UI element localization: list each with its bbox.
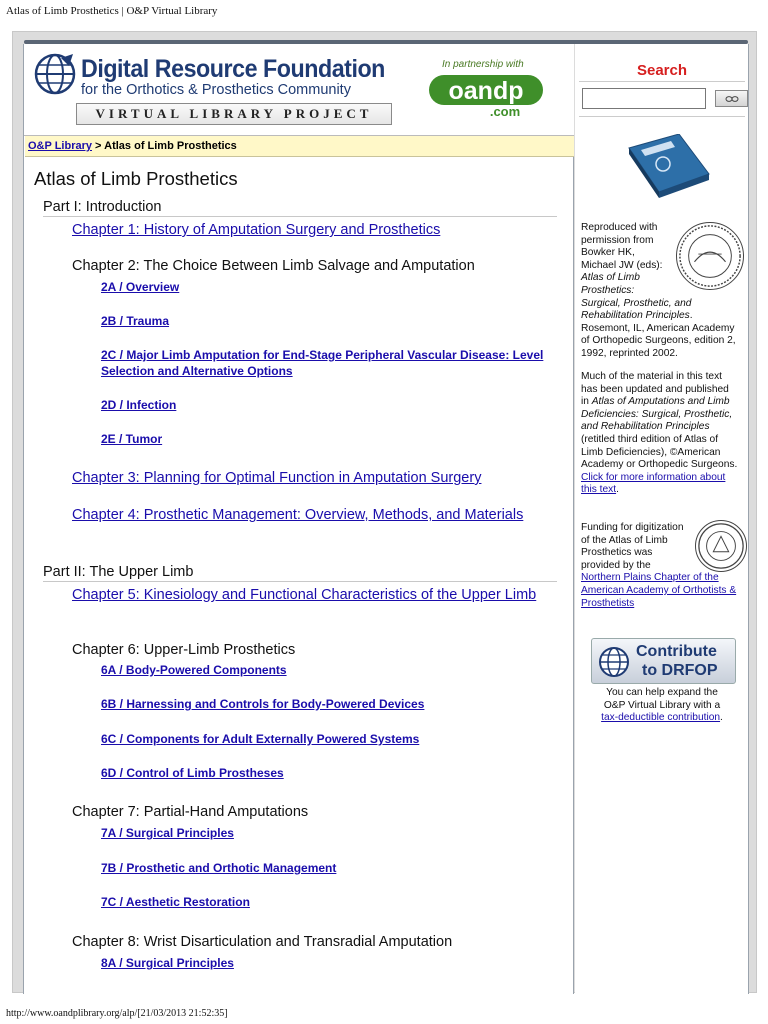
globe-icon (598, 646, 630, 678)
banner-subtitle: for the Orthotics & Prosthetics Community (81, 82, 351, 98)
search-label: Search (636, 62, 688, 79)
page-title: Atlas of Limb Prosthetics (34, 168, 238, 189)
section-link[interactable]: 2B / Trauma (101, 314, 170, 328)
search-input[interactable] (582, 88, 706, 109)
search-go-button[interactable] (715, 90, 748, 107)
reproduction-note: Reproduced with permission from Bowker HK, Michael JW (eds): Atlas of Limb Prosthetics: Surgical, Prosthetic, and Rehabilitation Principles. Rosemont, IL, American Academy of Orthopedic Surgeons, edition 2, 1992, reprinted 2002. (581, 222, 736, 359)
northern-plains-link[interactable]: Northern Plains Chapter of the (581, 572, 719, 584)
section-link[interactable]: 2D / Infection (101, 398, 177, 412)
chapter-link[interactable]: Chapter 1: History of Amputation Surgery and Prosthetics (72, 222, 441, 238)
chapter-link[interactable]: Chapter 5: Kinesiology and Functional Characteristics of the Upper Limb (72, 587, 537, 603)
partnership-text: In partnership with (442, 59, 524, 70)
section-link[interactable]: 2A / Overview (101, 280, 180, 294)
more-info-link[interactable]: this text (581, 484, 617, 496)
sidebar (575, 44, 749, 994)
breadcrumb-current: Atlas of Limb Prosthetics (104, 140, 237, 152)
globe-logo-icon (33, 52, 77, 96)
section-link[interactable]: 7C / Aesthetic Restoration (101, 895, 250, 909)
part-heading: Part I: Introduction (43, 199, 557, 217)
pdf-page-header: Atlas of Limb Prosthetics | O&P Virtual Library (6, 5, 218, 17)
part-heading: Part II: The Upper Limb (43, 564, 557, 582)
contribute-button[interactable] (591, 638, 736, 684)
pdf-page-footer: http://www.oandplibrary.org/alp/[21/03/2013 21:52:35] (6, 1008, 228, 1019)
site-banner (24, 44, 574, 136)
funding-note: Funding for digitization of the Atlas of Limb Prosthetics was provided by the Northern Plains Chapter of the American Academy of Orthotists & Prosthetists (581, 522, 737, 609)
more-info-link[interactable]: Click for more information about (581, 471, 726, 483)
section-link[interactable]: 6D / Control of Limb Prostheses (101, 766, 284, 780)
atlas-book-image[interactable] (619, 134, 711, 206)
banner-title: Digital Resource Foundation (81, 55, 385, 83)
tax-deductible-link[interactable]: tax-deductible contribution (601, 712, 721, 724)
section-link[interactable]: 7A / Surgical Principles (101, 826, 234, 840)
breadcrumb-separator: > (92, 140, 105, 152)
section-link[interactable]: 2C / Major Limb Amputation for End-Stage Peripheral Vascular Disease: Level Selection and Alternative Options (101, 348, 544, 378)
chapter-heading: Chapter 8: Wrist Disarticulation and Transradial Amputation (72, 934, 453, 950)
svg-text:oandp: oandp (448, 77, 524, 105)
chapter-heading: Chapter 2: The Choice Between Limb Salvage and Amputation (72, 258, 475, 274)
main-column (23, 44, 574, 994)
section-link[interactable]: 7B / Prosthetic and Orthotic Management (101, 861, 337, 875)
section-link[interactable]: 2E / Tumor (101, 432, 163, 446)
chapter-link[interactable]: Chapter 3: Planning for Optimal Function in Amputation Surgery (72, 470, 482, 486)
chapter-link[interactable]: Chapter 4: Prosthetic Management: Overview, Methods, and Materials (72, 507, 524, 523)
virtual-library-project-label: VIRTUAL LIBRARY PROJECT (76, 103, 392, 125)
chapter-heading: Chapter 7: Partial-Hand Amputations (72, 804, 309, 820)
oandp-logo[interactable] (427, 72, 545, 118)
contribute-label: Contribute to DRFOP (636, 643, 718, 679)
section-link[interactable]: 6C / Components for Adult Externally Powered Systems (101, 732, 420, 746)
go-icon (725, 95, 739, 103)
chapter-heading: Chapter 6: Upper-Limb Prosthetics (72, 642, 296, 658)
contribution-note: You can help expand the O&P Virtual Library with a tax-deductible contribution. (601, 687, 723, 724)
updated-material-note: Much of the material in this text has been updated and published in Atlas of Amputations and Limb Deficiencies: Surgical, Prosthetic, and Rehabilitation Principles (retitled third edition of Atlas of Limb Deficiencies), ©American Academy or Orthopedic Surgeons. Click for more information about this text. (581, 371, 738, 496)
section-link[interactable]: 6B / Harnessing and Controls for Body-Powered Devices (101, 697, 425, 711)
breadcrumb (25, 136, 574, 157)
northern-plains-link[interactable]: Prosthetists (581, 597, 635, 609)
svg-text:.com: .com (489, 104, 521, 118)
divider (579, 116, 745, 117)
section-link[interactable]: 6A / Body-Powered Components (101, 663, 287, 677)
divider (579, 81, 745, 82)
section-link[interactable]: 8A / Surgical Principles (101, 956, 234, 970)
breadcrumb-home-link[interactable]: O&P Library (28, 140, 92, 152)
northern-plains-link[interactable]: American Academy of Orthotists & (581, 584, 737, 596)
